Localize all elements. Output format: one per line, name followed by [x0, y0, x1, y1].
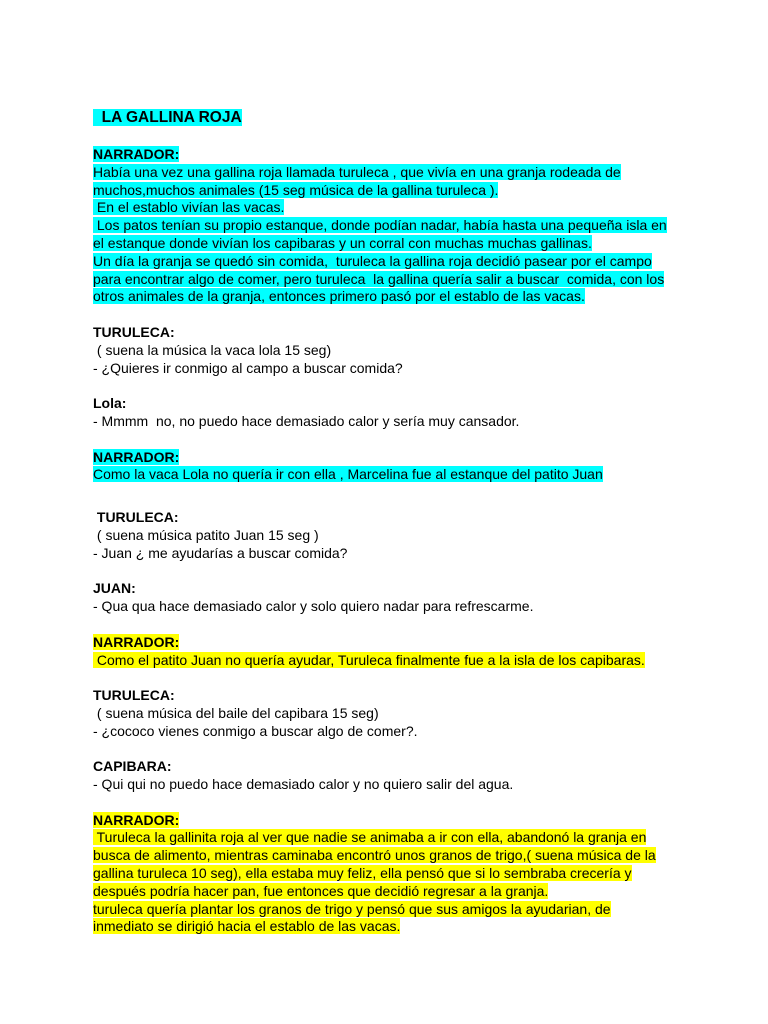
turuleca-section-1 [93, 324, 683, 377]
document-page [93, 108, 683, 954]
lola-section [93, 395, 683, 431]
speaker-label: Lola: [93, 395, 127, 412]
narration-line: En el establo vivían las vacas. [93, 199, 285, 216]
narration-line: inmediato se dirigió hacia el establo de las vacas. [93, 918, 401, 935]
dialogue-line: - Juan ¿ me ayudarías a buscar comida? [93, 544, 348, 561]
document-title-text: LA GALLINA ROJA [93, 109, 242, 126]
narration-line: el estanque donde vivían los capibaras y un corral con muchas muchas gallinas. [93, 234, 592, 251]
narration-line: para encontrar algo de comer, pero turuleca la gallina quería salir a buscar comida, con los [93, 270, 665, 287]
stage-direction: ( suena la música la vaca lola 15 seg) [93, 341, 332, 358]
speaker-label: NARRADOR: [93, 146, 180, 162]
narration-line: Un día la granja se quedó sin comida, turuleca la gallina roja decidió pasear por el campo [93, 252, 652, 269]
speaker-label: JUAN: [93, 580, 136, 597]
speaker-label: TURULECA: [93, 509, 179, 526]
narration-line: turuleca quería plantar los granos de trigo y pensó que sus amigos la ayudarian, de [93, 900, 611, 917]
narrator-section-1 [93, 146, 683, 306]
narration-line: Turuleca la gallinita roja al ver que nadie se animaba a ir con ella, abandonó la granja en [93, 829, 647, 846]
speaker-label: TURULECA: [93, 687, 175, 704]
narration-line: gallina turuleca 10 seg), ella estaba muy feliz, ella pensó que si lo sembraba crecería y [93, 865, 632, 882]
speaker-label: NARRADOR: [93, 448, 180, 465]
narration-line: Había una vez una gallina roja llamada turuleca , que vivía en una granja rodeada de [93, 163, 621, 180]
stage-direction: ( suena música del baile del capibara 15 seg) [93, 704, 379, 721]
narration-line: Como el patito Juan no quería ayudar, Turuleca finalmente fue a la isla de los capibaras. [93, 651, 645, 668]
narrator-section-4 [93, 812, 683, 937]
turuleca-section-3 [93, 687, 683, 740]
juan-section [93, 580, 683, 616]
turuleca-section-2 [93, 509, 683, 562]
speaker-label: NARRADOR: [93, 633, 180, 650]
document-title [93, 108, 683, 128]
narration-line: busca de alimento, mientras caminaba encontró unos granos de trigo,( suena música de la [93, 847, 656, 864]
narration-line: muchos,muchos animales (15 seg música de la gallina turuleca ). [93, 181, 499, 198]
dialogue-line: - Qua qua hace demasiado calor y solo quiero nadar para refrescarme. [93, 598, 534, 615]
narration-line: después podría hacer pan, fue entonces que decidió regresar a la granja. [93, 882, 549, 899]
dialogue-line: - Qui qui no puedo hace demasiado calor y no quiero salir del agua. [93, 776, 514, 793]
stage-direction: ( suena música patito Juan 15 seg ) [93, 526, 319, 543]
narrator-section-2 [93, 449, 683, 485]
dialogue-line: - Mmmm no, no puedo hace demasiado calor y sería muy cansador. [93, 412, 520, 429]
narrator-section-3 [93, 634, 683, 670]
narration-line: Los patos tenían su propio estanque, donde podían nadar, había hasta una pequeña isla en [93, 217, 667, 234]
dialogue-line: - ¿cococo vienes conmigo a buscar algo de comer?. [93, 722, 418, 739]
speaker-label: NARRADOR: [93, 811, 180, 828]
speaker-label: CAPIBARA: [93, 758, 172, 775]
narration-line: Como la vaca Lola no quería ir con ella , Marcelina fue al estanque del patito Juan [93, 466, 603, 483]
capibara-section [93, 758, 683, 794]
dialogue-line: - ¿Quieres ir conmigo al campo a buscar comida? [93, 359, 403, 376]
narration-line: otros animales de la granja, entonces primero pasó por el establo de las vacas. [93, 288, 585, 305]
speaker-label: TURULECA: [93, 323, 175, 340]
